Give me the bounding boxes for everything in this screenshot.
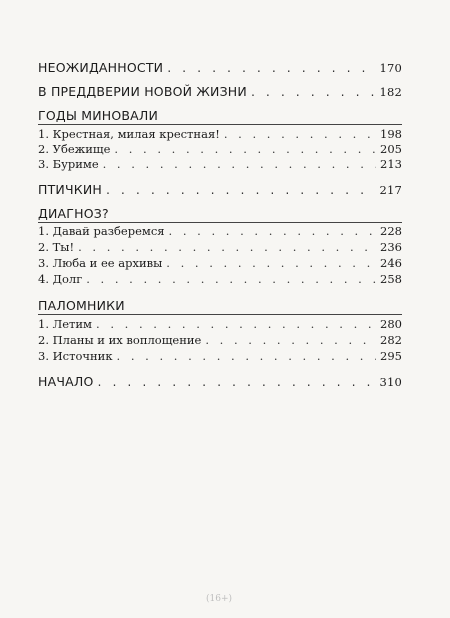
dot-leader: [224, 127, 376, 141]
toc-item: [38, 317, 402, 331]
toc-item: [38, 224, 402, 238]
dot-leader: [98, 374, 376, 389]
toc-item-title: 4. Долг: [38, 272, 83, 286]
toc-entry-title: ПТИЧКИН: [38, 182, 102, 197]
dot-leader: [205, 333, 376, 347]
toc-item-title: 2. Ты!: [38, 240, 75, 254]
toc-item-title: 3. Источник: [38, 349, 113, 363]
toc-item: [38, 349, 402, 363]
toc-item-title: 1. Давай разберемся: [38, 224, 165, 238]
toc-entry-v-preddverii: [38, 84, 402, 99]
page-number: (16+): [206, 594, 233, 604]
toc-entry-title: НАЧАЛО: [38, 374, 94, 389]
dot-leader: [114, 142, 376, 156]
dot-leader: [169, 224, 377, 238]
toc-item-title: 3. Буриме: [38, 157, 99, 171]
toc-item: [38, 333, 402, 347]
toc-item-page: 282: [380, 333, 402, 347]
toc-item: [38, 240, 402, 254]
toc-entry-title: В ПРЕДДВЕРИИ НОВОЙ ЖИЗНИ: [38, 84, 247, 99]
toc-heading-gody-minovali: ГОДЫ МИНОВАЛИ: [38, 108, 159, 123]
dot-leader: [166, 256, 376, 270]
toc-heading-diagnoz: ДИАГНОЗ?: [38, 206, 109, 221]
dot-leader: [96, 317, 376, 331]
toc-item-page: 228: [380, 224, 402, 238]
toc-entry-page: 170: [379, 61, 402, 75]
toc-item: [38, 142, 402, 156]
toc-item-page: 280: [380, 317, 402, 331]
toc-heading-palomniki: ПАЛОМНИКИ: [38, 298, 125, 313]
toc-item: [38, 127, 402, 141]
dot-leader: [117, 349, 377, 363]
section-rule: [38, 124, 402, 125]
toc-item-page: 213: [380, 157, 402, 171]
toc-item: [38, 157, 402, 171]
dot-leader: [103, 157, 376, 171]
toc-entry-nachalo: [38, 374, 402, 389]
toc-item-title: 1. Крестная, милая крестная!: [38, 127, 220, 141]
toc-item-title: 2. Планы и их воплощение: [38, 333, 202, 347]
toc-item-page: 246: [380, 256, 402, 270]
toc-item-page: 205: [380, 142, 402, 156]
toc-item: [38, 256, 402, 270]
section-rule: [38, 222, 402, 223]
dot-leader: [78, 240, 376, 254]
toc-entry-page: 310: [379, 375, 402, 389]
dot-leader: [106, 182, 375, 197]
toc-item-title: 3. Люба и ее архивы: [38, 256, 163, 270]
dot-leader: [167, 60, 375, 75]
toc-item-page: 198: [380, 127, 402, 141]
toc-entry-page: 182: [379, 85, 402, 99]
toc-entry-ptichkin: [38, 182, 402, 197]
toc-item-page: 258: [380, 272, 402, 286]
toc-item-page: 236: [380, 240, 402, 254]
toc-item-title: 2. Убежище: [38, 142, 111, 156]
dot-leader: [251, 84, 375, 99]
toc-entry-page: 217: [379, 183, 402, 197]
toc-item-title: 1. Летим: [38, 317, 93, 331]
toc-item: [38, 272, 402, 286]
toc-entry-title: НЕОЖИДАННОСТИ: [38, 60, 164, 75]
toc-entry-neozhidannosti: [38, 60, 402, 75]
toc-item-page: 295: [380, 349, 402, 363]
section-rule: [38, 314, 402, 315]
dot-leader: [86, 272, 376, 286]
